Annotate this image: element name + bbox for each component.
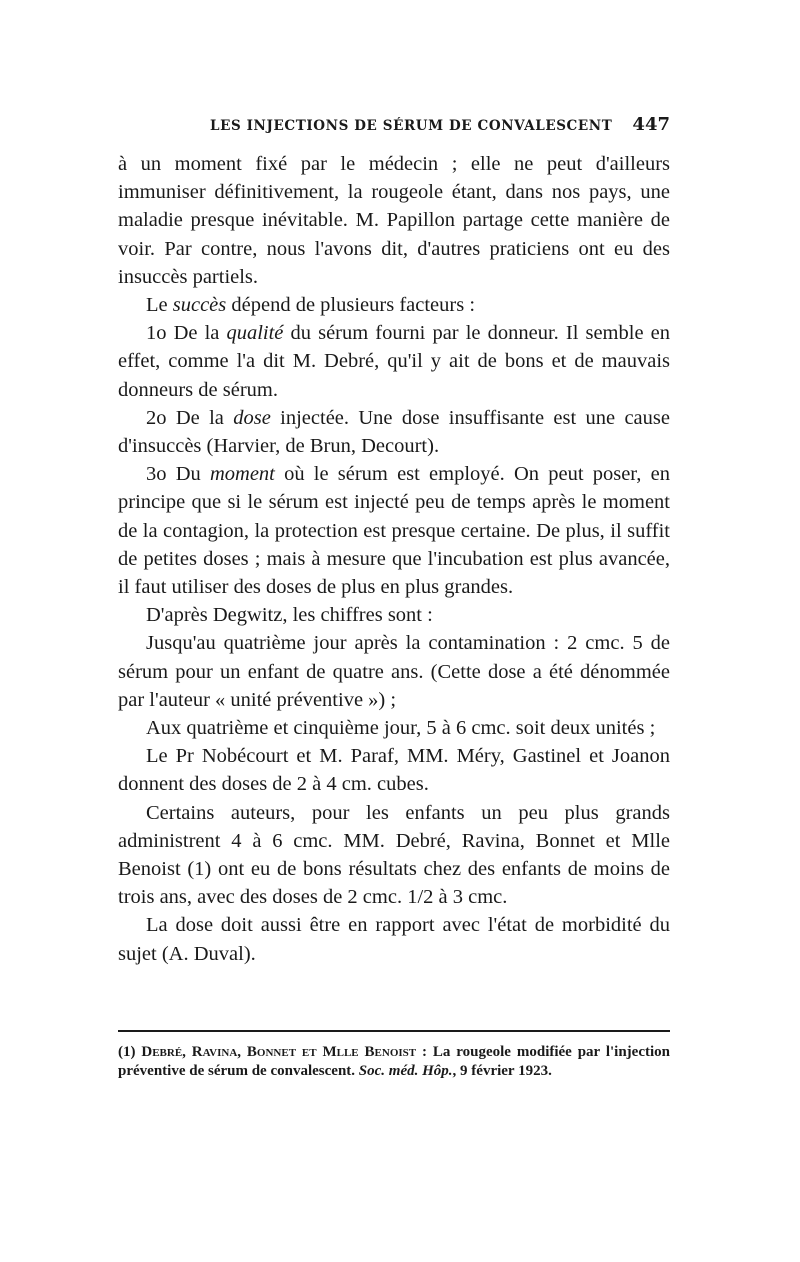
paragraph: Le Pr Nobécourt et M. Paraf, MM. Méry, Gastinel et Joanon donnent des doses de 2 à 4 cm. cubes.: [118, 745, 670, 796]
footnote-marker: (1): [118, 1044, 136, 1060]
paragraph: Le succès dépend de plusieurs facteurs :: [146, 294, 476, 317]
running-title: LES INJECTIONS DE SÉRUM DE CONVALESCENT: [210, 118, 613, 134]
paragraph: D'après Degwitz, les chiffres sont :: [146, 604, 433, 627]
main-text: [118, 150, 670, 968]
page-header: [118, 116, 670, 138]
footnote: [118, 1043, 670, 1081]
paragraph: Certains auteurs, pour les enfants un peu plus grands administrent 4 à 6 cmc. MM. Debré, Ravina, Bonnet et Mlle Benoist (1) ont eu de bons résultats chez des enfants de moins de trois ans, avec des doses de 2 cmc. 1/2 à 3 cmc.: [118, 801, 670, 909]
footnote-journal: Soc. méd. Hôp.: [358, 1063, 453, 1079]
paragraph: 1o De la qualité du sérum fourni par le donneur. Il semble en effet, comme l'a dit M. Debré, qu'il y ait de bons et de mauvais donneurs de sérum.: [118, 322, 670, 401]
paragraph: 2o De la dose injectée. Une dose insuffisante est une cause d'insuccès (Harvier, de Brun, Decourt).: [118, 406, 670, 458]
paragraph: à un moment fixé par le médecin ; elle ne peut d'ailleurs immuniser définitivement, la rougeole étant, dans nos pays, une maladie presque inévitable. M. Papillon partage cette manière de voir. Par contre, nous l'avons dit, d'autres praticiens ont eu des insuccès partiels.: [118, 153, 670, 288]
paragraph: 3o Du moment où le sérum est employé. On peut poser, en principe que si le sérum est injecté peu de temps après le moment de la contagion, la protection est presque certaine. De plus, il suffit de petites doses ; mais à mesure que l'incubation est plus avancée, il faut utiliser des doses de plus en plus grandes.: [118, 463, 670, 599]
footnote-date: , 9 février 1923.: [452, 1063, 552, 1079]
page-number: 447: [632, 114, 670, 135]
paragraph: La dose doit aussi être en rapport avec l'état de morbidité du sujet (A. Duval).: [118, 914, 670, 965]
footnote-text: : La rougeole modifiée par l'injection préventive de sérum de convalescent.: [118, 1044, 670, 1079]
footnote-authors: Debré, Ravina, Bonnet et Mlle Benoist: [141, 1044, 417, 1060]
paragraph: Aux quatrième et cinquième jour, 5 à 6 cmc. soit deux unités ;: [146, 717, 656, 740]
footnote-divider: [118, 1030, 670, 1032]
paragraph: Jusqu'au quatrième jour après la contamination : 2 cmc. 5 de sérum pour un enfant de quatre ans. (Cette dose a été dénommée par l'auteur « unité préventive ») ;: [118, 632, 670, 711]
